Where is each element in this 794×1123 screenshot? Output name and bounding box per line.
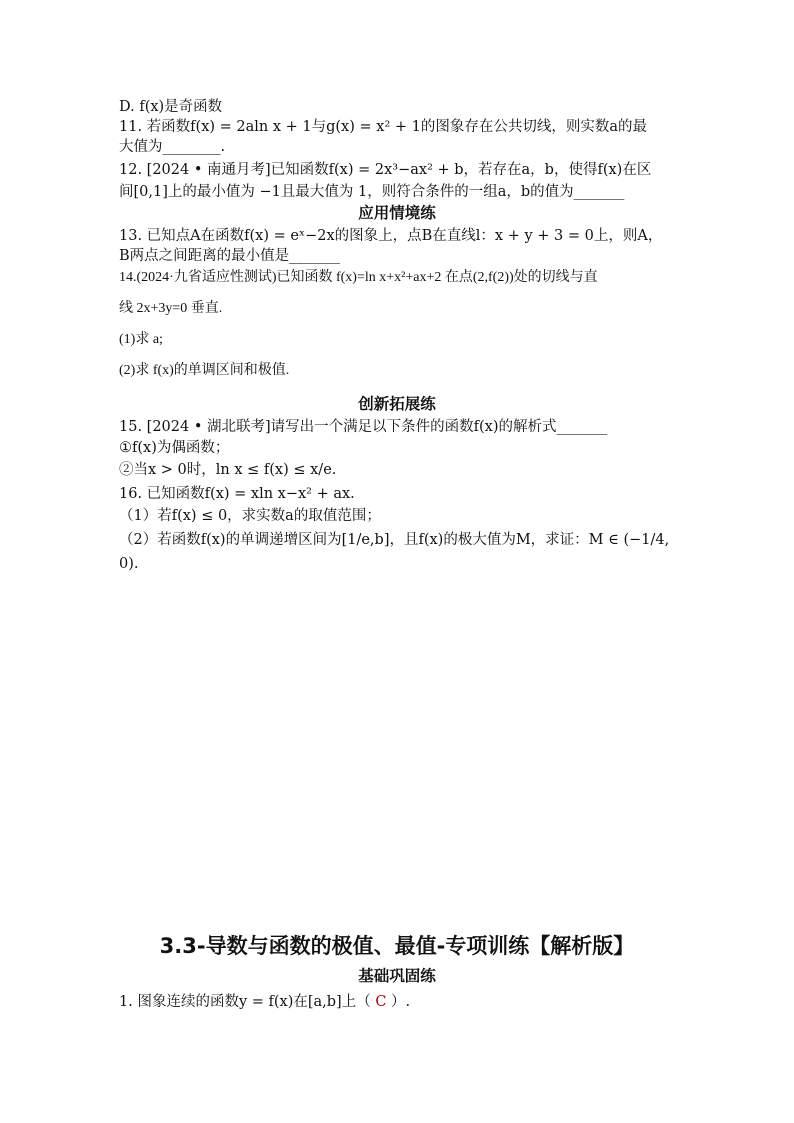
problem-16-part2: （2）若函数f(x)的单调递增区间为[1/e,b]，且f(x)的极大值为M，求证：M ∈ (−1/4,: [119, 532, 670, 548]
problem-13-cont: B两点之间距离的最小值是_______: [119, 248, 340, 264]
section-heading-applied: 应用情境练: [358, 204, 436, 222]
problem-15: 15. [2024 • 湖北联考]请写出一个满足以下条件的函数f(x)的解析式_______: [119, 419, 608, 435]
section-heading-innovation: 创新拓展练: [358, 395, 436, 413]
option-d: D. f(x)是奇函数: [119, 99, 223, 115]
problem-15-cond1: ①f(x)为偶函数；: [119, 440, 230, 456]
problem-14: 14.(2024·九省适应性测试)已知函数 f(x)=ln x+x²+ax+2 在点(2,f(2))处的切线与直: [119, 270, 598, 285]
page-title: 3.3-导数与函数的极值、最值-专项训练【解析版】: [159, 934, 635, 958]
problem-14-cont: 线 2x+3y=0 垂直.: [119, 301, 223, 316]
problem-16-part1: （1）若f(x) ≤ 0，求实数a的取值范围；: [119, 508, 381, 524]
problem-11-cont: 大值为________.: [119, 139, 226, 155]
problem-1-stem: 1. 图象连续的函数y = f(x)在[a,b]上（: [119, 994, 371, 1010]
answer-letter: C: [375, 994, 387, 1010]
problem-14-part1: (1)求 a;: [119, 332, 163, 347]
problem-16-part2-cont: 0).: [119, 556, 139, 572]
problem-16: 16. 已知函数f(x) = xln x−x² + ax.: [119, 486, 355, 502]
problem-14-part2: (2)求 f(x)的单调区间和极值.: [119, 363, 290, 378]
problem-12-cont: 间[0,1]上的最小值为 −1且最大值为 1，则符合条件的一组a，b的值为_______: [119, 184, 625, 200]
problem-13: 13. 已知点A在函数f(x) = eˣ−2x的图象上，点B在直线l：x + y + 3 = 0上，则A，: [119, 228, 663, 244]
problem-12: 12. [2024 • 南通月考]已知函数f(x) = 2x³−ax² + b，若存在a，b，使得f(x)在区: [119, 162, 652, 178]
problem-15-cond2: ②当x > 0时，ln x ≤ f(x) ≤ x/e.: [119, 462, 337, 478]
problem-1-end: ）.: [391, 994, 411, 1010]
problem-1: [119, 992, 410, 1012]
section-heading-basic: 基础巩固练: [358, 967, 436, 985]
problem-11: 11. 若函数f(x) = 2aln x + 1与g(x) = x² + 1的图象存在公共切线，则实数a的最: [119, 119, 647, 135]
